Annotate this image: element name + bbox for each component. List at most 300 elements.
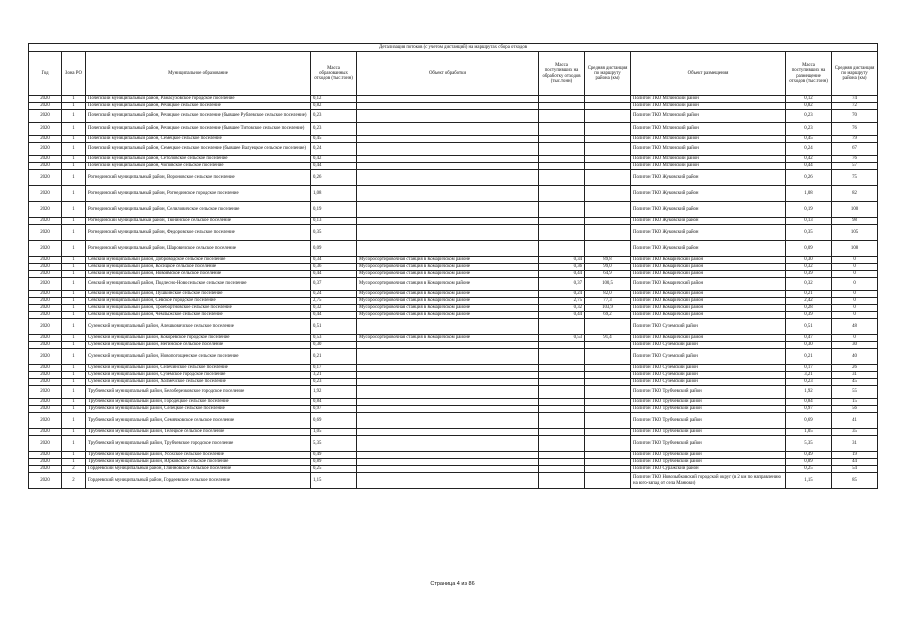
- table-row: [29, 379, 878, 386]
- cell-mass-generated: 0,19: [311, 202, 357, 218]
- cell-zone: 1: [62, 342, 86, 349]
- cell-zone: 1: [62, 436, 86, 452]
- cell-municipality: Суземский муниципальный район, Суземское городское поселение: [86, 372, 311, 379]
- cell-placement-object: Полигон ТКО Суземский район: [631, 349, 786, 365]
- cell-municipality: Суземский муниципальный район, Кокоревское городское поселение: [86, 335, 311, 342]
- table-row: [29, 257, 878, 264]
- cell-processing-object: [357, 452, 539, 459]
- cell-mass-generated: 1,08: [311, 186, 357, 202]
- cell-processing-object: [357, 110, 539, 123]
- cell-year: 2020: [29, 257, 62, 264]
- col-header-year: Год: [29, 52, 62, 96]
- cell-avg-distance-processing: [585, 349, 631, 365]
- table-row: [29, 225, 878, 241]
- cell-mass-to-processing: 0,34: [539, 257, 585, 264]
- cell-municipality: Почепский муниципальный район, Речицкое сельское поселение (бывшее Титовское сельское поселение): [86, 123, 311, 136]
- cell-mass-placed: 0,21: [786, 349, 832, 365]
- cell-avg-distance-processing: [585, 342, 631, 349]
- cell-year: 2020: [29, 379, 62, 386]
- cell-avg-distance-processing: [585, 466, 631, 473]
- cell-mass-to-processing: [539, 123, 585, 136]
- cell-mass-to-processing: [539, 319, 585, 335]
- cell-avg-distance-processing: [585, 413, 631, 429]
- cell-mass-placed: 0,19: [786, 202, 832, 218]
- cell-processing-object: Мусоросортировочная станция в Комаричском районе: [357, 271, 539, 278]
- cell-mass-placed: 0,42: [786, 156, 832, 163]
- cell-processing-object: Мусоросортировочная станция в Комаричском районе: [357, 278, 539, 291]
- cell-avg-distance-processing: [585, 399, 631, 406]
- cell-mass-to-processing: [539, 413, 585, 429]
- cell-zone: 1: [62, 406, 86, 413]
- cell-processing-object: [357, 429, 539, 436]
- cell-avg-distance-placement: 0: [832, 305, 878, 312]
- cell-placement-object: Полигон ТКО Жуковский район: [631, 186, 786, 202]
- cell-mass-to-processing: [539, 379, 585, 386]
- cell-zone: 2: [62, 473, 86, 489]
- cell-year: 2020: [29, 278, 62, 291]
- col-header-municipality: Муниципальное образование: [86, 52, 311, 96]
- table-row: [29, 241, 878, 257]
- cell-processing-object: Мусоросортировочная станция в Комаричском районе: [357, 335, 539, 342]
- table-row: [29, 163, 878, 170]
- cell-placement-object: Полигон ТКО Мглинский район: [631, 163, 786, 170]
- table-row: [29, 264, 878, 271]
- cell-year: 2020: [29, 406, 62, 413]
- cell-avg-distance-processing: [585, 143, 631, 156]
- cell-mass-generated: 1,92: [311, 386, 357, 399]
- cell-avg-distance-processing: [585, 386, 631, 399]
- cell-mass-placed: 0,39: [786, 271, 832, 278]
- table-row: [29, 123, 878, 136]
- cell-avg-distance-processing: [585, 163, 631, 170]
- cell-placement-object: Полигон ТКО Мглинский район: [631, 103, 786, 110]
- cell-mass-to-processing: [539, 96, 585, 103]
- cell-municipality: Севский муниципальный район, Косицкое сельское поселение: [86, 264, 311, 271]
- cell-municipality: Рогнединский муниципальный район, Рогнединское городское поселение: [86, 186, 311, 202]
- cell-placement-object: Полигон ТКО Суземский район: [631, 365, 786, 372]
- cell-year: 2020: [29, 143, 62, 156]
- cell-avg-distance-placement: 54: [832, 466, 878, 473]
- cell-mass-generated: 2,75: [311, 298, 357, 305]
- cell-placement-object: Полигон ТКО Мглинский район: [631, 123, 786, 136]
- cell-municipality: Трубчевский муниципальный район, Городецкое сельское поселение: [86, 399, 311, 406]
- cell-zone: 1: [62, 312, 86, 319]
- cell-mass-to-processing: [539, 406, 585, 413]
- cell-placement-object: Полигон ТКО Суражский район: [631, 466, 786, 473]
- cell-year: 2020: [29, 298, 62, 305]
- cell-mass-to-processing: [539, 218, 585, 225]
- cell-avg-distance-placement: 30: [832, 342, 878, 349]
- cell-mass-placed: 0,24: [786, 143, 832, 156]
- cell-mass-placed: 0,26: [786, 170, 832, 186]
- cell-avg-distance-placement: 44: [832, 459, 878, 466]
- cell-placement-object: Полигон ТКО Суземский район: [631, 379, 786, 386]
- cell-avg-distance-placement: 75: [832, 170, 878, 186]
- cell-processing-object: [357, 413, 539, 429]
- cell-municipality: Почепский муниципальный район, Речицкое сельское поселение (бывшее Рублевское сельское поселение): [86, 110, 311, 123]
- cell-avg-distance-processing: [585, 218, 631, 225]
- cell-processing-object: [357, 466, 539, 473]
- cell-year: 2020: [29, 170, 62, 186]
- cell-zone: 1: [62, 225, 86, 241]
- cell-processing-object: [357, 349, 539, 365]
- cell-processing-object: [357, 156, 539, 163]
- cell-zone: 1: [62, 163, 86, 170]
- cell-placement-object: Полигон ТКО Трубчевский район: [631, 459, 786, 466]
- cell-mass-placed: 0,84: [786, 399, 832, 406]
- cell-mass-generated: 0,23: [311, 379, 357, 386]
- cell-zone: 1: [62, 202, 86, 218]
- cell-avg-distance-processing: [585, 406, 631, 413]
- cell-mass-to-processing: [539, 163, 585, 170]
- cell-mass-generated: 0,25: [311, 466, 357, 473]
- cell-zone: 1: [62, 143, 86, 156]
- cell-mass-generated: 5,35: [311, 436, 357, 452]
- cell-mass-to-processing: [539, 436, 585, 452]
- cell-zone: 1: [62, 379, 86, 386]
- cell-avg-distance-placement: 0: [832, 291, 878, 298]
- cell-avg-distance-processing: 89,8: [585, 257, 631, 264]
- cell-zone: 1: [62, 372, 86, 379]
- cell-mass-generated: 0,23: [311, 110, 357, 123]
- detail-table-sheet: [28, 43, 877, 489]
- cell-year: 2020: [29, 473, 62, 489]
- cell-mass-generated: 0,82: [311, 103, 357, 110]
- cell-avg-distance-placement: 26: [832, 365, 878, 372]
- page-number: Страница 4 из 86: [430, 581, 475, 587]
- cell-municipality: Гордеевский муниципальный район, Глинновское сельское поселение: [86, 466, 311, 473]
- cell-mass-generated: 0,36: [311, 264, 357, 271]
- col-header-mass-placed: Масса поступивших на размещение отходов (тыс.тонн): [786, 52, 832, 96]
- cell-placement-object: Полигон ТКО Новозыбковский городской округ (в 2 км по направлению на юго-запад от села Манюки): [631, 473, 786, 489]
- cell-year: 2020: [29, 103, 62, 110]
- cell-mass-generated: 0,45: [311, 136, 357, 143]
- cell-year: 2020: [29, 452, 62, 459]
- cell-zone: 1: [62, 349, 86, 365]
- cell-avg-distance-processing: [585, 241, 631, 257]
- cell-zone: 1: [62, 386, 86, 399]
- table-row: [29, 319, 878, 335]
- cell-mass-generated: 0,53: [311, 335, 357, 342]
- cell-zone: 1: [62, 459, 86, 466]
- cell-processing-object: [357, 436, 539, 452]
- cell-placement-object: Полигон ТКО Комаричский район: [631, 271, 786, 278]
- cell-year: 2020: [29, 436, 62, 452]
- cell-zone: 1: [62, 413, 86, 429]
- cell-mass-to-processing: [539, 156, 585, 163]
- cell-mass-to-processing: [539, 136, 585, 143]
- cell-mass-placed: 1,15: [786, 473, 832, 489]
- cell-avg-distance-placement: 98: [832, 218, 878, 225]
- cell-mass-placed: 0,69: [786, 413, 832, 429]
- cell-mass-to-processing: [539, 466, 585, 473]
- cell-municipality: Рогнединский муниципальный район, Селиловичское сельское поселение: [86, 202, 311, 218]
- cell-processing-object: [357, 136, 539, 143]
- table-row: [29, 186, 878, 202]
- table-row: [29, 342, 878, 349]
- cell-processing-object: [357, 123, 539, 136]
- cell-mass-placed: 0,47: [786, 335, 832, 342]
- cell-avg-distance-placement: 0: [832, 312, 878, 319]
- cell-zone: 1: [62, 103, 86, 110]
- cell-mass-generated: 3,21: [311, 372, 357, 379]
- cell-municipality: Севский муниципальный район, Пушкинское сельское поселение: [86, 291, 311, 298]
- cell-municipality: Суземский муниципальный район, Холмечское сельское поселение: [86, 379, 311, 386]
- cell-mass-placed: 3,21: [786, 372, 832, 379]
- cell-avg-distance-processing: [585, 365, 631, 372]
- cell-placement-object: Полигон ТКО Суземский район: [631, 319, 786, 335]
- cell-avg-distance-processing: [585, 170, 631, 186]
- table-row: [29, 305, 878, 312]
- table-row: [29, 349, 878, 365]
- cell-year: 2020: [29, 156, 62, 163]
- cell-processing-object: [357, 459, 539, 466]
- cell-mass-generated: 0,44: [311, 163, 357, 170]
- cell-year: 2020: [29, 459, 62, 466]
- table-row: [29, 459, 878, 466]
- cell-processing-object: [357, 365, 539, 372]
- cell-mass-placed: 0,30: [786, 257, 832, 264]
- cell-mass-to-processing: [539, 103, 585, 110]
- cell-mass-placed: 0,45: [786, 136, 832, 143]
- cell-placement-object: Полигон ТКО Комаричский район: [631, 278, 786, 291]
- cell-avg-distance-processing: [585, 136, 631, 143]
- cell-processing-object: Мусоросортировочная станция в Комаричском районе: [357, 291, 539, 298]
- cell-mass-to-processing: 0,53: [539, 335, 585, 342]
- cell-mass-placed: 0,44: [786, 163, 832, 170]
- col-header-mass-generated: Масса образованных отходов (тыс.тонн): [311, 52, 357, 96]
- cell-municipality: Севский муниципальный район, Доброводское сельское поселение: [86, 257, 311, 264]
- cell-mass-placed: 0,09: [786, 241, 832, 257]
- cell-year: 2020: [29, 305, 62, 312]
- cell-mass-generated: 0,84: [311, 399, 357, 406]
- cell-municipality: Севский муниципальный район, Новоямское сельское поселение: [86, 271, 311, 278]
- cell-avg-distance-placement: 76: [832, 123, 878, 136]
- cell-placement-object: Полигон ТКО Комаричский район: [631, 257, 786, 264]
- cell-year: 2020: [29, 202, 62, 218]
- cell-placement-object: Полигон ТКО Трубчевский район: [631, 452, 786, 459]
- cell-processing-object: [357, 143, 539, 156]
- cell-mass-to-processing: [539, 170, 585, 186]
- cell-mass-generated: 0,89: [311, 459, 357, 466]
- cell-municipality: Севский муниципальный район, Подлесно-Новосельское сельское поселение: [86, 278, 311, 291]
- cell-placement-object: Полигон ТКО Жуковский район: [631, 218, 786, 225]
- cell-zone: 1: [62, 291, 86, 298]
- cell-mass-to-processing: 2,75: [539, 298, 585, 305]
- col-header-placement-object: Объект размещения: [631, 52, 786, 96]
- table-row: [29, 399, 878, 406]
- cell-year: 2020: [29, 413, 62, 429]
- cell-avg-distance-processing: 82,0: [585, 291, 631, 298]
- cell-mass-generated: 0,12: [311, 96, 357, 103]
- cell-zone: 1: [62, 365, 86, 372]
- cell-placement-object: Полигон ТКО Жуковский район: [631, 202, 786, 218]
- cell-placement-object: Полигон ТКО Суземский район: [631, 372, 786, 379]
- cell-mass-to-processing: 0,44: [539, 271, 585, 278]
- cell-year: 2020: [29, 264, 62, 271]
- cell-placement-object: Полигон ТКО Комаричский район: [631, 312, 786, 319]
- cell-processing-object: [357, 103, 539, 110]
- cell-processing-object: Мусоросортировочная станция в Комаричском районе: [357, 264, 539, 271]
- col-header-zone: Зона РО: [62, 52, 86, 96]
- cell-municipality: Трубчевский муниципальный район, Юрковское сельское поселение: [86, 459, 311, 466]
- cell-mass-to-processing: 0,36: [539, 264, 585, 271]
- cell-placement-object: Полигон ТКО Комаричский район: [631, 264, 786, 271]
- cell-mass-generated: 0,24: [311, 291, 357, 298]
- cell-processing-object: [357, 406, 539, 413]
- cell-placement-object: Полигон ТКО Трубчевский район: [631, 386, 786, 399]
- cell-year: 2020: [29, 225, 62, 241]
- cell-municipality: Трубчевский муниципальный район, Белоберезковское городское поселение: [86, 386, 311, 399]
- cell-zone: 1: [62, 241, 86, 257]
- cell-zone: 1: [62, 305, 86, 312]
- cell-mass-generated: 0,17: [311, 365, 357, 372]
- cell-mass-to-processing: [539, 372, 585, 379]
- cell-mass-placed: 0,89: [786, 459, 832, 466]
- cell-year: 2020: [29, 96, 62, 103]
- cell-mass-to-processing: [539, 365, 585, 372]
- cell-year: 2020: [29, 271, 62, 278]
- cell-mass-to-processing: [539, 452, 585, 459]
- table-caption: Детализация потоков (с учетом дистанций) на маршрутах сбора отходов: [29, 44, 878, 52]
- cell-zone: 1: [62, 170, 86, 186]
- table-row: [29, 291, 878, 298]
- cell-municipality: Почепский муниципальный район, Чоповское сельское поселение: [86, 163, 311, 170]
- cell-placement-object: Полигон ТКО Жуковский район: [631, 241, 786, 257]
- cell-zone: 1: [62, 278, 86, 291]
- cell-placement-object: Полигон ТКО Трубчевский район: [631, 429, 786, 436]
- cell-processing-object: [357, 163, 539, 170]
- cell-zone: 1: [62, 429, 86, 436]
- table-row: [29, 466, 878, 473]
- cell-municipality: Рогнединский муниципальный район, Вороновское сельское поселение: [86, 170, 311, 186]
- table-row: [29, 365, 878, 372]
- table-row: [29, 406, 878, 413]
- cell-zone: 2: [62, 466, 86, 473]
- cell-municipality: Рогнединский муниципальный район, Федоровское сельское поселение: [86, 225, 311, 241]
- cell-municipality: Почепский муниципальный район, Рамасуховское городское поселение: [86, 96, 311, 103]
- cell-processing-object: [357, 218, 539, 225]
- cell-avg-distance-processing: [585, 379, 631, 386]
- cell-mass-placed: 0,30: [786, 342, 832, 349]
- cell-year: 2020: [29, 335, 62, 342]
- table-row: [29, 436, 878, 452]
- table-row: [29, 386, 878, 399]
- table-row: [29, 103, 878, 110]
- cell-year: 2020: [29, 123, 62, 136]
- cell-processing-object: [357, 342, 539, 349]
- cell-mass-to-processing: 0,37: [539, 278, 585, 291]
- cell-municipality: Суземский муниципальный район, Новопогощенское сельское поселение: [86, 349, 311, 365]
- cell-mass-to-processing: [539, 110, 585, 123]
- cell-year: 2020: [29, 372, 62, 379]
- cell-processing-object: Мусоросортировочная станция в Комаричском районе: [357, 305, 539, 312]
- cell-avg-distance-placement: 31: [832, 436, 878, 452]
- cell-avg-distance-processing: [585, 186, 631, 202]
- cell-avg-distance-processing: [585, 459, 631, 466]
- cell-avg-distance-placement: 0: [832, 264, 878, 271]
- cell-municipality: Севский муниципальный район, Чемлыжское сельское поселение: [86, 312, 311, 319]
- cell-year: 2020: [29, 342, 62, 349]
- cell-processing-object: [357, 202, 539, 218]
- cell-avg-distance-placement: 35: [832, 429, 878, 436]
- cell-municipality: Суземский муниципальный район, Алешковичское сельское поселение: [86, 319, 311, 335]
- cell-processing-object: [357, 225, 539, 241]
- cell-year: 2020: [29, 386, 62, 399]
- cell-municipality: Суземский муниципальный район, Негинское сельское поселение: [86, 342, 311, 349]
- cell-mass-to-processing: [539, 225, 585, 241]
- cell-avg-distance-placement: 41: [832, 413, 878, 429]
- cell-municipality: Рогнединский муниципальный район, Тюнинское сельское поселение: [86, 218, 311, 225]
- cell-year: 2020: [29, 399, 62, 406]
- cell-mass-to-processing: [539, 349, 585, 365]
- cell-avg-distance-processing: [585, 473, 631, 489]
- cell-mass-placed: 0,23: [786, 379, 832, 386]
- cell-year: 2020: [29, 319, 62, 335]
- cell-municipality: Гордеевский муниципальный район, Гордеевское сельское поселение: [86, 473, 311, 489]
- col-header-processing-object: Объект обработки: [357, 52, 539, 96]
- cell-processing-object: [357, 473, 539, 489]
- cell-avg-distance-placement: 76: [832, 156, 878, 163]
- col-header-mass-to-processing: Масса поступивших на обработку отходов (тыс.тонн): [539, 52, 585, 96]
- cell-placement-object: Полигон ТКО Комаричский район: [631, 305, 786, 312]
- cell-avg-distance-processing: [585, 156, 631, 163]
- cell-municipality: Трубчевский муниципальный район, Телецкое сельское поселение: [86, 429, 311, 436]
- cell-zone: 1: [62, 264, 86, 271]
- cell-mass-placed: 0,25: [786, 466, 832, 473]
- cell-mass-placed: 0,23: [786, 110, 832, 123]
- cell-zone: 1: [62, 257, 86, 264]
- cell-avg-distance-placement: 85: [832, 473, 878, 489]
- cell-processing-object: [357, 372, 539, 379]
- cell-year: 2020: [29, 312, 62, 319]
- cell-avg-distance-placement: 100: [832, 202, 878, 218]
- cell-municipality: Трубчевский муниципальный район, Семячковское сельское поселение: [86, 413, 311, 429]
- cell-mass-to-processing: [539, 386, 585, 399]
- cell-avg-distance-processing: 69,2: [585, 312, 631, 319]
- table-row: [29, 335, 878, 342]
- cell-avg-distance-placement: 0: [832, 335, 878, 342]
- cell-mass-placed: 0,97: [786, 406, 832, 413]
- cell-year: 2020: [29, 136, 62, 143]
- cell-avg-distance-processing: [585, 372, 631, 379]
- cell-processing-object: [357, 170, 539, 186]
- cell-mass-to-processing: [539, 342, 585, 349]
- cell-mass-placed: 1,92: [786, 386, 832, 399]
- cell-mass-placed: 0,35: [786, 225, 832, 241]
- cell-avg-distance-processing: [585, 103, 631, 110]
- cell-avg-distance-placement: 40: [832, 349, 878, 365]
- cell-avg-distance-placement: 19: [832, 452, 878, 459]
- cell-mass-generated: 0,09: [311, 241, 357, 257]
- cell-mass-to-processing: 0,44: [539, 312, 585, 319]
- cell-zone: 1: [62, 298, 86, 305]
- cell-processing-object: [357, 186, 539, 202]
- cell-mass-generated: 0,37: [311, 278, 357, 291]
- cell-year: 2020: [29, 429, 62, 436]
- table-row: [29, 452, 878, 459]
- cell-avg-distance-processing: [585, 436, 631, 452]
- cell-mass-generated: 0,34: [311, 257, 357, 264]
- cell-municipality: Трубчевский муниципальный район, Селецкое сельское поселение: [86, 406, 311, 413]
- cell-zone: 1: [62, 319, 86, 335]
- cell-avg-distance-processing: 103,9: [585, 305, 631, 312]
- cell-year: 2020: [29, 466, 62, 473]
- table-row: [29, 170, 878, 186]
- cell-placement-object: Полигон ТКО Комаричский район: [631, 298, 786, 305]
- cell-mass-to-processing: [539, 473, 585, 489]
- cell-mass-generated: 0,44: [311, 312, 357, 319]
